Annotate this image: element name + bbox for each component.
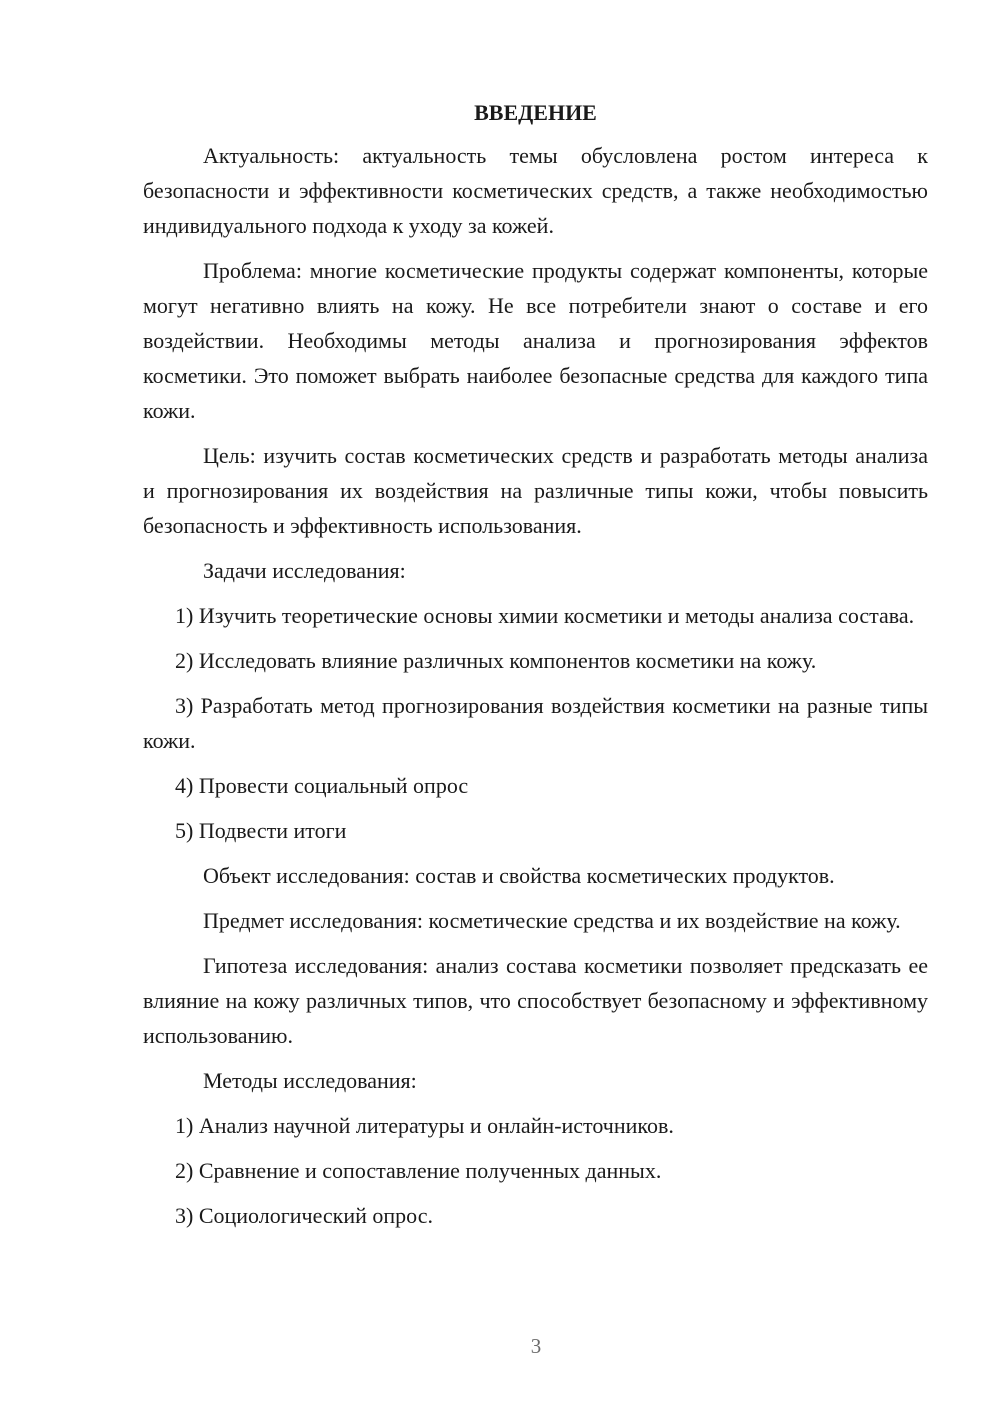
subject-paragraph: Предмет исследования: косметические средства и их воздействие на кожу.: [203, 908, 901, 933]
methods-heading: Методы исследования:: [203, 1068, 417, 1093]
hypothesis-paragraph: Гипотеза исследования: анализ состава косметики позволяет предсказать ее влияние на кожу различных типов, что способствует безопасному и эффективному использованию.: [143, 953, 928, 1048]
task-item: 1) Изучить теоретические основы химии косметики и методы анализа состава.: [175, 603, 915, 628]
method-item: 1) Анализ научной литературы и онлайн-источников.: [175, 1113, 674, 1138]
goal-paragraph: Цель: изучить состав косметических средств и разработать методы анализа и прогнозирования их воздействия на различные типы кожи, чтобы повысить безопасность и эффективность использования.: [143, 443, 928, 538]
task-item: 3) Разработать метод прогнозирования воздействия косметики на разные типы кожи.: [143, 693, 928, 753]
object-paragraph: Объект исследования: состав и свойства косметических продуктов.: [203, 863, 835, 888]
page-number: 3: [530, 1334, 542, 1358]
task-item: 5) Подвести итоги: [175, 818, 347, 843]
task-item: 4) Провести социальный опрос: [175, 773, 469, 798]
relevance-paragraph: Актуальность: актуальность темы обусловлена ростом интереса к безопасности и эффективности косметических средств, а также необходимостью индивидуального подхода к уходу за кожей.: [143, 143, 928, 238]
method-item: 2) Сравнение и сопоставление полученных данных.: [175, 1158, 662, 1183]
method-item: 3) Социологический опрос.: [175, 1203, 433, 1228]
section-title: ВВЕДЕНИЕ: [474, 100, 597, 125]
problem-paragraph: Проблема: многие косметические продукты содержат компоненты, которые могут негативно влиять на кожу. Не все потребители знают о составе и его воздействии. Необходимы методы анализа и прогнозирования эффектов косметики. Это поможет выбрать наиболее безопасные средства для каждого типа кожи.: [143, 258, 928, 423]
page-content: [143, 95, 928, 1243]
task-item: 2) Исследовать влияние различных компонентов косметики на кожу.: [175, 648, 817, 673]
tasks-heading: Задачи исследования:: [203, 558, 406, 583]
